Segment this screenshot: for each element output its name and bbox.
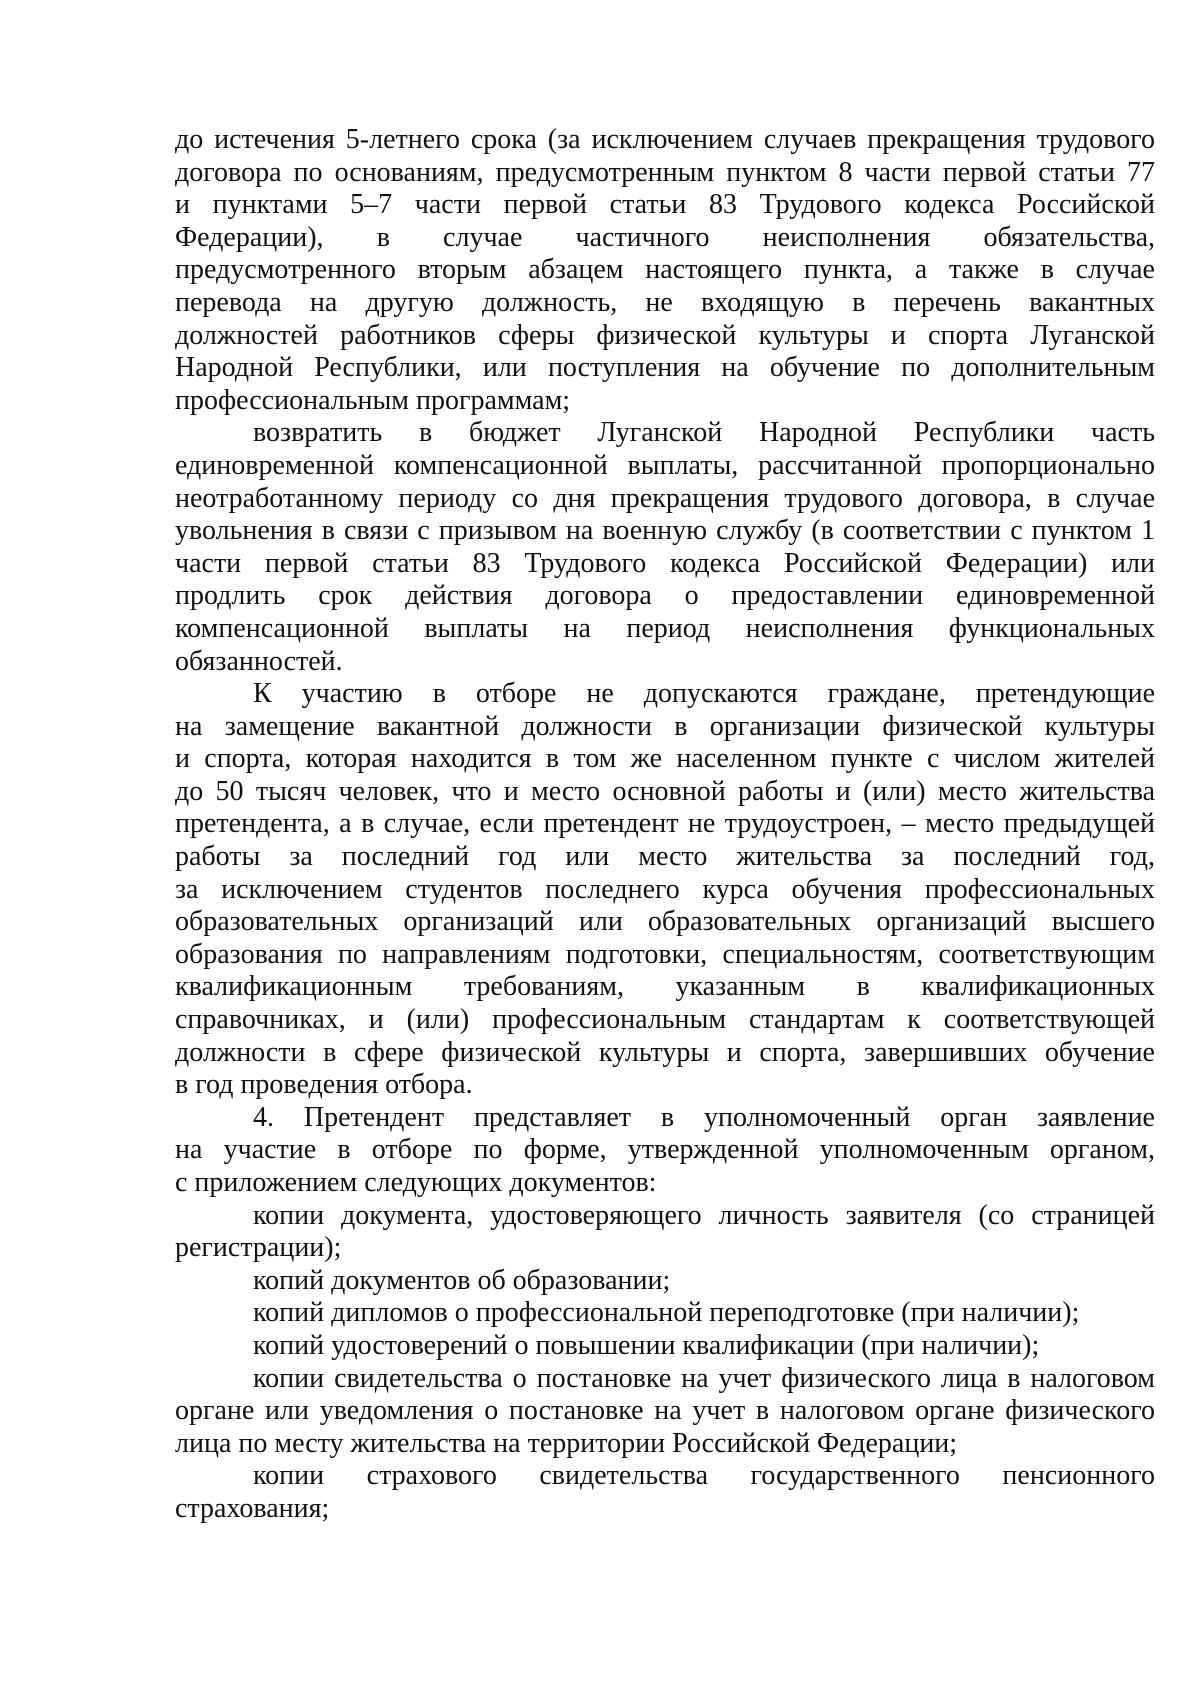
text-line: 4. Претендент представляет в уполномоченный орган заявление [253, 1101, 1155, 1133]
text-line: до 50 тысяч человек, что и место основной работы и (или) место жительства [175, 775, 1155, 807]
text-line: справочниках, и (или) профессиональным стандартам к соответствующей [175, 1004, 1155, 1036]
text-line: регистрации); [175, 1232, 342, 1264]
text-line: продлить срок действия договора о предоставлении единовременной [175, 580, 1155, 612]
text-line: копии документа, удостоверяющего личность заявителя (со страницей [253, 1199, 1155, 1231]
text-line: до истечения 5-летнего срока (за исключением случаев прекращения трудового [175, 124, 1155, 155]
text-line: претендента, а в случае, если претендент не трудоустроен, – место предыдущей [175, 808, 1155, 840]
text-line: копии страхового свидетельства государственного пенсионного [253, 1460, 1155, 1492]
text-line: на участие в отборе по форме, утвержденной уполномоченным органом, [175, 1134, 1155, 1166]
text-line: и пунктами 5–7 части первой статьи 83 Трудового кодекса Российской [175, 189, 1155, 221]
text-line: страхования; [175, 1492, 330, 1524]
text-line: Народной Республики, или поступления на обучение по дополнительным [175, 352, 1155, 384]
text-line: возвратить в бюджет Луганской Народной Республики часть [253, 417, 1155, 449]
text-line: квалификационным требованиям, указанным в квалификационных [175, 971, 1155, 1003]
text-line: неотработанному периоду со дня прекращения трудового договора, в случае [175, 482, 1155, 514]
text-line: Федерации), в случае частичного неисполнения обязательства, [175, 221, 1155, 253]
text-line: части первой статьи 83 Трудового кодекса Российской Федерации) или [175, 547, 1155, 579]
text-line: копии свидетельства о постановке на учет физического лица в налоговом [253, 1362, 1155, 1394]
text-line: лица по месту жительства на территории Российской Федерации; [175, 1427, 958, 1459]
text-line: образовательных организаций или образовательных организаций высшего [175, 906, 1155, 938]
text-line: и спорта, которая находится в том же населенном пункте с числом жителей [175, 743, 1155, 775]
text-line: обязанностей. [175, 645, 343, 677]
text-line: на замещение вакантной должности в организации физической культуры [175, 710, 1155, 742]
text-line: договора по основаниям, предусмотренным пунктом 8 части первой статьи 77 [175, 156, 1155, 188]
text-line: копий дипломов о профессиональной переподготовке (при наличии); [253, 1297, 1080, 1329]
text-line: должности в сфере физической культуры и спорта, завершивших обучение [175, 1036, 1155, 1068]
text-line: единовременной компенсационной выплаты, рассчитанной пропорционально [175, 449, 1155, 481]
text-line: предусмотренного вторым абзацем настоящего пункта, а также в случае [175, 254, 1155, 286]
text-line: образования по направлениям подготовки, специальностям, соответствующим [175, 938, 1155, 970]
document-body [175, 124, 1155, 1526]
text-line: копий документов об образовании; [253, 1264, 671, 1296]
text-line: в год проведения отбора. [175, 1069, 473, 1101]
text-line: органе или уведомления о постановке на учет в налоговом органе физического [175, 1395, 1155, 1427]
text-line: перевода на другую должность, не входящую в перечень вакантных [175, 286, 1155, 318]
text-line: компенсационной выплаты на период неисполнения функциональных [175, 612, 1155, 644]
text-line: с приложением следующих документов: [175, 1167, 657, 1198]
text-line: работы за последний год или место жительства за последний год, [175, 841, 1155, 873]
text-line: за исключением студентов последнего курса обучения профессиональных [175, 873, 1155, 905]
text-line: должностей работников сферы физической культуры и спорта Луганской [175, 319, 1155, 351]
text-line: увольнения в связи с призывом на военную службу (в соответствии с пунктом 1 [175, 515, 1155, 547]
text-line: К участию в отборе не допускаются граждане, претендующие [253, 678, 1155, 710]
text-line: копий удостоверений о повышении квалификации (при наличии); [253, 1329, 1040, 1361]
text-line: профессиональным программам; [175, 384, 571, 416]
